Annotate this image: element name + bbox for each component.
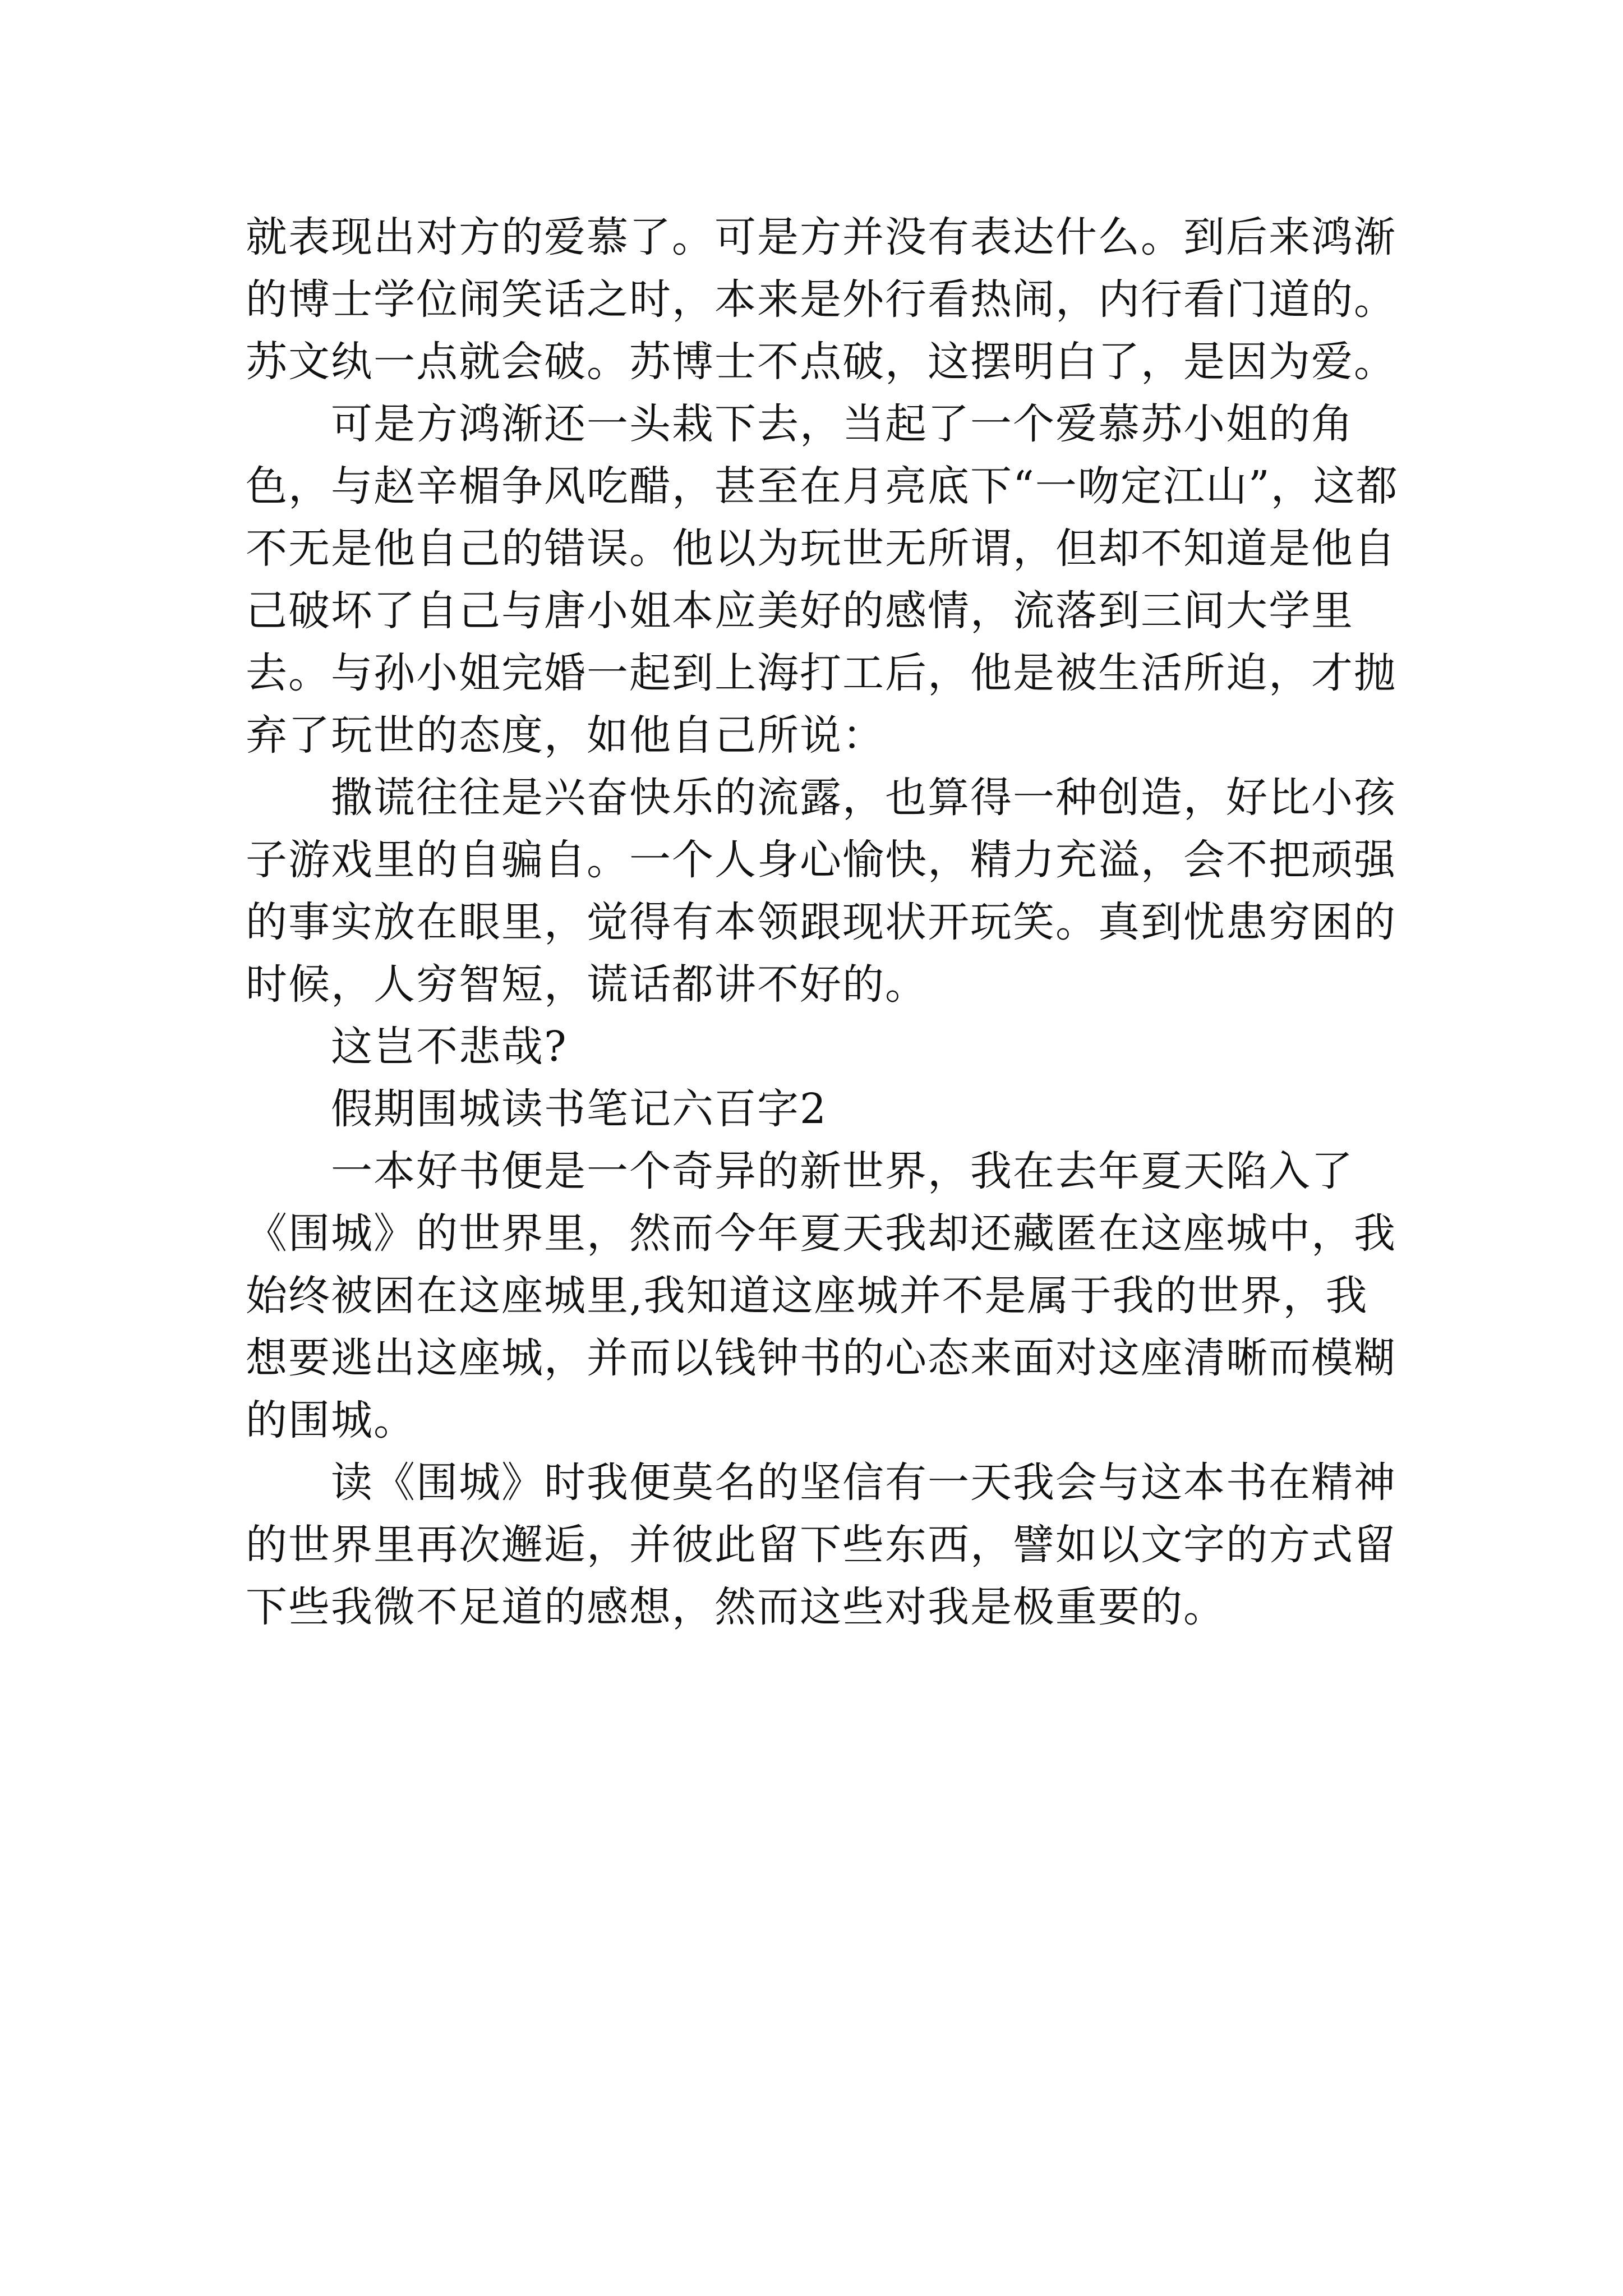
section-heading: 假期围城读书笔记六百字2 [331, 1085, 828, 1133]
paragraph: 读《围城》时我便莫名的坚信有一天我会与这本书在精神的世界里再次邂逅，并彼此留下些东西，譬如以文字的方式留下些我微不足道的感想，然而这些对我是极重要的。 [246, 1458, 1396, 1631]
paragraph: 一本好书便是一个奇异的新世界，我在去年夏天陷入了《围城》的世界里，然而今年夏天我却还藏匿在这座城中，我始终被困在这座城里,我知道这座城并不是属于我的世界，我想要逃出这座城，并而以钱钟书的心态来面对这座清晰而模糊的围城。 [246, 1147, 1396, 1444]
document-body [246, 206, 1401, 1639]
paragraph: 这岂不悲哉? [331, 1023, 568, 1071]
paragraph: 就表现出对方的爱慕了。可是方并没有表达什么。到后来鸿渐的博士学位闹笑话之时，本来是外行看热闹，内行看门道的。苏文纨一点就会破。苏博士不点破，这摆明白了，是因为爱。 [246, 213, 1396, 386]
quoted-paragraph: 撒谎往往是兴奋快乐的流露，也算得一种创造，好比小孩子游戏里的自骗自。一个人身心愉快，精力充溢，会不把顽强的事实放在眼里，觉得有本领跟现状开玩笑。真到忧患穷困的时候，人穷智短，谎话都讲不好的。 [246, 774, 1396, 1009]
paragraph: 可是方鸿渐还一头栽下去，当起了一个爱慕苏小姐的角色，与赵辛楣争风吃醋，甚至在月亮底下“一吻定江山”，这都不无是他自己的错误。他以为玩世无所谓，但却不知道是他自己破坏了自己与唐小姐本应美好的感情，流落到三间大学里去。与孙小姐完婚一起到上海打工后，他是被生活所迫，才抛弃了玩世的态度，如他自己所说： [246, 400, 1399, 760]
